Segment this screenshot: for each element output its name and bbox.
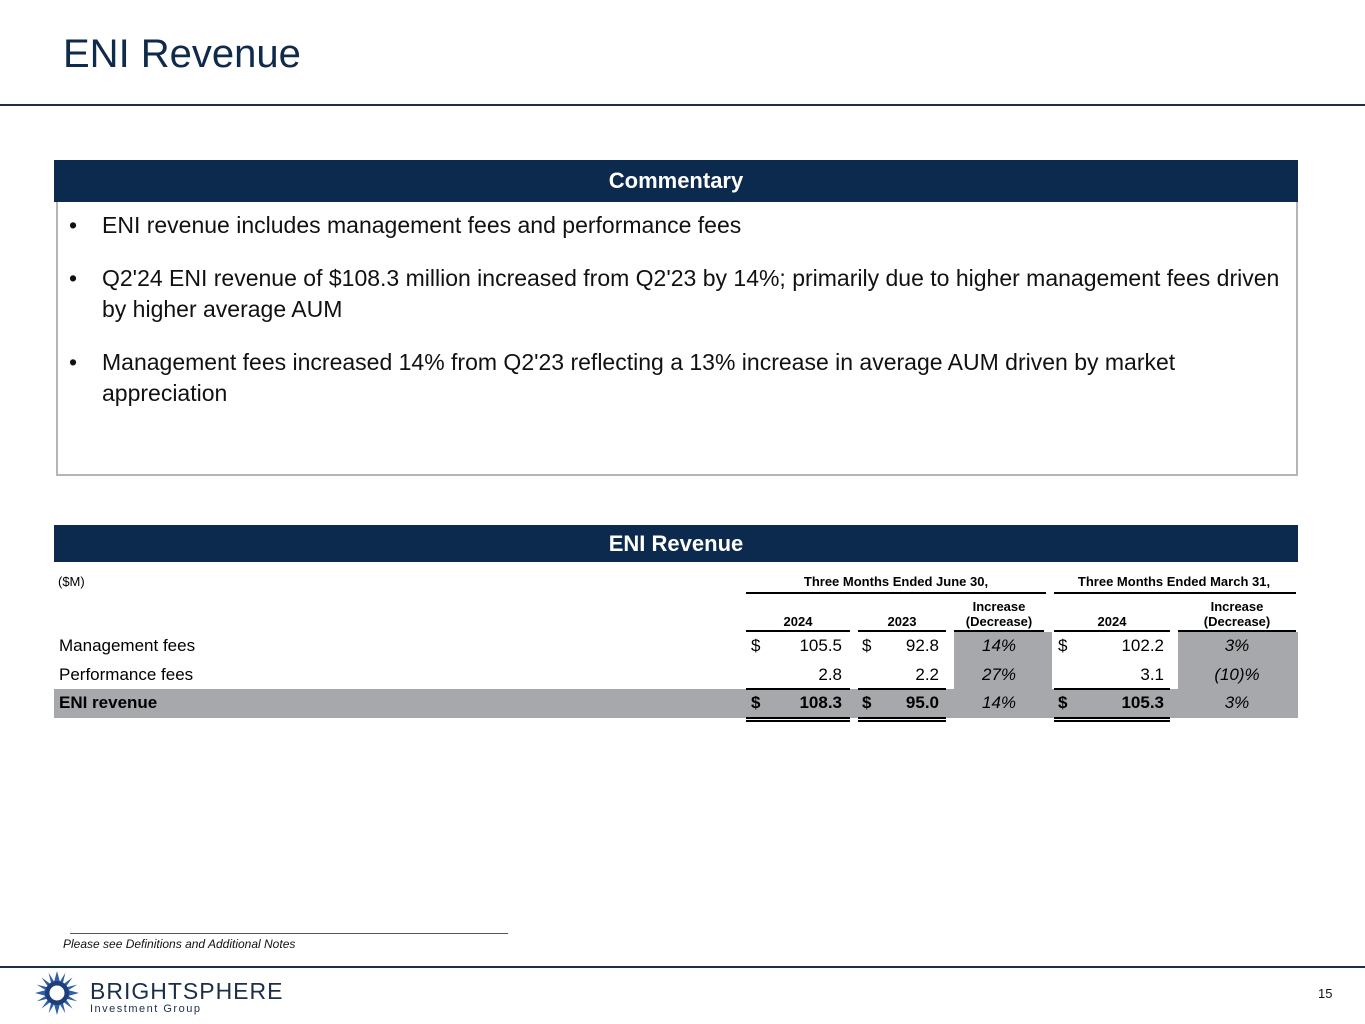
subtotal-rule	[746, 688, 850, 690]
value-q2-2023: 2.2	[915, 665, 939, 684]
value-q2-2024: 105.5	[799, 636, 842, 655]
starburst-logo-icon	[34, 970, 80, 1016]
value-q2-2024: 2.8	[818, 665, 842, 684]
col-rule	[1054, 630, 1170, 632]
bullet-icon: •	[69, 265, 78, 291]
commentary-heading: Commentary	[54, 160, 1298, 202]
value-qoq-change: (10)%	[1214, 665, 1260, 684]
bullet-item	[58, 210, 1288, 241]
value-yoy-change: 14%	[981, 693, 1017, 712]
value-yoy-change: 14%	[981, 636, 1017, 655]
col-header-2024: 2024	[783, 614, 813, 629]
value-q2-2023: 95.0	[905, 693, 939, 712]
currency-symbol: $	[1058, 636, 1068, 655]
bullet-item	[58, 263, 1288, 325]
footer-divider	[0, 966, 1365, 968]
currency-symbol: $	[751, 693, 761, 712]
page-number: 15	[1318, 986, 1333, 1001]
bullet-text: ENI revenue includes management fees and performance fees	[102, 212, 742, 238]
eni-revenue-panel	[54, 525, 1298, 712]
total-double-rule	[1054, 720, 1170, 722]
footnote-rule	[70, 933, 508, 934]
group-header-march: Three Months Ended March 31,	[1077, 574, 1271, 589]
footnote: Please see Definitions and Additional Notes	[63, 937, 296, 951]
commentary-bullets	[58, 210, 1288, 431]
col-rule	[746, 630, 850, 632]
units-label: ($M)	[58, 574, 85, 589]
title-divider	[0, 104, 1365, 106]
total-double-rule	[858, 720, 946, 722]
col-rule	[1178, 630, 1296, 632]
value-qoq-change: 3%	[1224, 636, 1250, 655]
table-heading: ENI Revenue	[54, 525, 1298, 562]
currency-symbol: $	[862, 636, 872, 655]
page-title: ENI Revenue	[63, 32, 301, 76]
col-header-increase-march: Increase (Decrease)	[1203, 599, 1271, 629]
brand-subtitle: Investment Group	[90, 1003, 202, 1015]
subtotal-rule	[1054, 688, 1170, 690]
value-q2-2023: 92.8	[905, 636, 939, 655]
bullet-icon: •	[69, 349, 78, 375]
bullet-text: Q2'24 ENI revenue of $108.3 million increased from Q2'23 by 14%; primarily due to higher management fees driven by higher average AUM	[102, 265, 1280, 322]
brand-name: BRIGHTSPHERE	[90, 978, 284, 1004]
row-label-performance-fees: Performance fees	[59, 665, 194, 684]
bullet-item	[58, 347, 1288, 409]
col-header-increase: Increase (Decrease)	[965, 599, 1033, 629]
currency-symbol: $	[862, 693, 872, 712]
value-q1-2024: 102.2	[1121, 636, 1164, 655]
commentary-panel	[54, 160, 1298, 406]
col-rule	[954, 630, 1044, 632]
total-double-rule	[858, 717, 946, 719]
col-rule	[858, 630, 946, 632]
bullet-icon: •	[69, 212, 78, 238]
group-header-june: Three Months Ended June 30,	[803, 574, 989, 589]
col-header-2024-march: 2024	[1097, 614, 1127, 629]
row-label-management-fees: Management fees	[59, 636, 196, 655]
value-q1-2024: 3.1	[1140, 665, 1164, 684]
value-qoq-change: 3%	[1224, 693, 1250, 712]
bullet-text: Management fees increased 14% from Q2'23 reflecting a 13% increase in average AUM driven by market appreciation	[102, 349, 1176, 406]
group-rule-march	[1054, 592, 1296, 594]
subtotal-rule	[858, 688, 946, 690]
col-header-2023: 2023	[887, 614, 917, 629]
total-double-rule	[746, 717, 850, 719]
total-double-rule	[1054, 717, 1170, 719]
group-rule-june	[746, 592, 1046, 594]
currency-symbol: $	[751, 636, 761, 655]
value-yoy-change: 27%	[981, 665, 1017, 684]
value-q2-2024: 108.3	[799, 693, 842, 712]
commentary-body	[56, 202, 1298, 476]
total-double-rule	[746, 720, 850, 722]
eni-revenue-table	[54, 562, 1298, 718]
row-label-eni-revenue: ENI revenue	[59, 693, 158, 712]
currency-symbol: $	[1058, 693, 1068, 712]
value-q1-2024: 105.3	[1121, 693, 1164, 712]
